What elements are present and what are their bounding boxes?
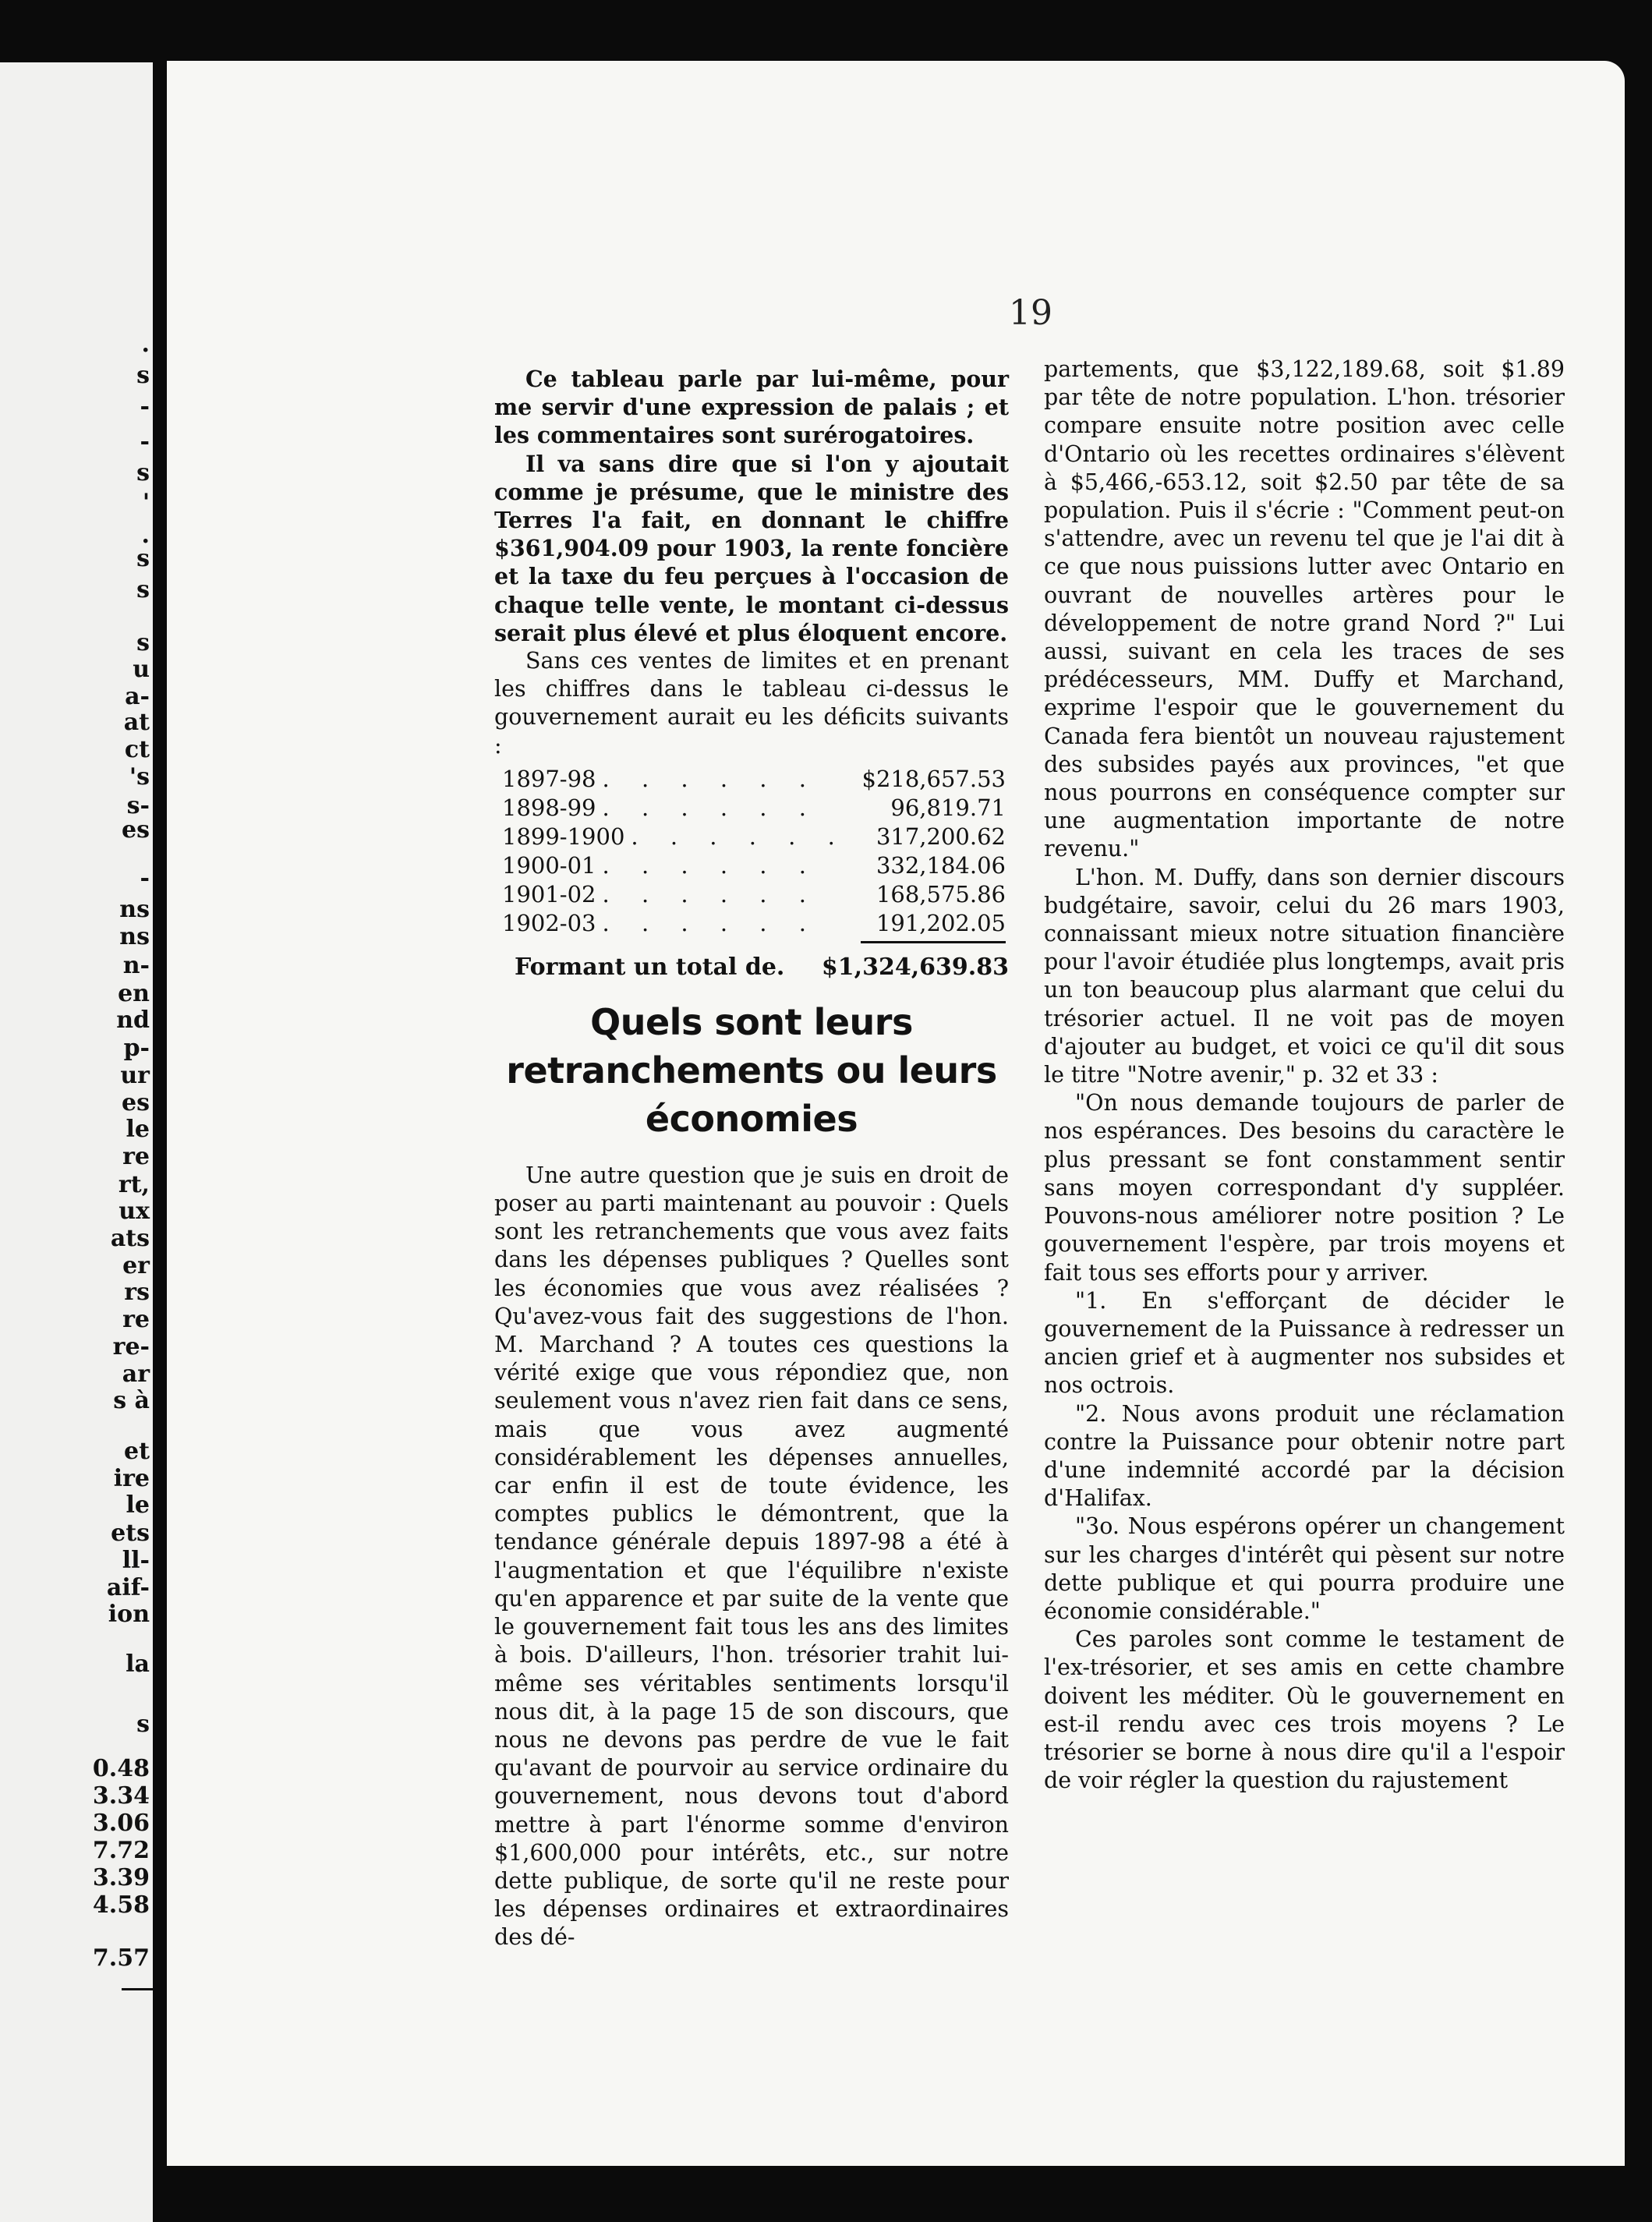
- paragraph-sans-ces-ventes: Sans ces ventes de limites et en prenant les chiffres dans le tableau ci-dessus le gouvernement aurait eu les déficits suivants :: [494, 648, 1009, 759]
- deficit-row: [494, 851, 1009, 880]
- deficit-amount: $218,657.53: [861, 765, 1006, 792]
- deficit-row: [494, 765, 1009, 794]
- quote-point-3: "3o. Nous espérons opérer un changement sur les charges d'intérêt qui pèsent sur notre dette publique et qui pourra produire une économie considérable.": [1044, 1513, 1565, 1624]
- facing-page-text-fragment: ll-: [122, 1547, 150, 1574]
- paragraph-une-autre-question: Une autre question que je suis en droit de poser au parti maintenant au pouvoir : Quels sont les retranchements que vous avez faits dans les dépenses publiques ? Quelles sont les économies que vous avez réalisées ? Qu'avez-vous fait des suggestions de l'hon. M. Marchand ? A toutes ces questions la vérité exige que vous répondiez que, non seulement vous n'avez rien fait dans ce sens, mais que vous avez augmenté considérablement les dépenses annuelles, car enfin il est de toute évidence, les comptes publics le démontrent, que la tendance générale depuis 1897-98 a été à l'augmentation et que l'équilibre n'existe qu'en apparence et par suite de la vente que le gouvernement fait tous les ans des limites à bois. D'ailleurs, l'hon. trésorier trahit lui-même ses véritables sentiments lorsqu'il nous dit, à la page 15 de son discours, que nous ne devons pas perdre de vue le fait qu'avant de pourvoir au service ordinaire du gouvernement, nous devons tout d'abord mettre à part l'énorme somme d'environ $1,600,000 pour intérêts, etc., sur notre dette publique, de sorte qu'il ne reste pour les dépenses ordinaires et extraordinaires des dé-: [494, 1162, 1009, 1951]
- facing-page-text-fragment: re: [122, 1306, 150, 1333]
- facing-page-text-fragment: u: [133, 656, 150, 683]
- facing-page-text-fragment: .: [141, 522, 150, 549]
- facing-page-text-fragment: le: [126, 1116, 150, 1143]
- facing-page-text-fragment: ets: [111, 1520, 150, 1547]
- facing-page-text-fragment: re: [122, 1143, 150, 1170]
- facing-page-text-fragment: s: [136, 362, 150, 389]
- paragraph-ajoutait: Il va sans dire que si l'on y ajoutait comme je présume, que le ministre des Terres l'a fait, en donnant le chiffre $361,904.09 pour 1903, la rente foncière et la taxe du feu perçues à l'occasion de chaque telle vente, le montant ci-dessus serait plus élevé et plus éloquent encore.: [494, 450, 1009, 646]
- facing-page-text-fragment: en: [118, 980, 150, 1007]
- facing-page-text-fragment: ats: [110, 1225, 150, 1252]
- quote-point-1: "1. En s'efforçant de décider le gouvernement de la Puissance à redresser un ancien grief et à augmenter nos subsides et nos octrois.: [1044, 1287, 1565, 1399]
- right-column: [1044, 356, 1565, 1795]
- deficit-leader-dots: . . . . . .: [602, 794, 819, 821]
- facing-page-text-fragment: 's: [129, 763, 150, 791]
- facing-page-text-fragment: es: [122, 816, 150, 844]
- facing-page-text-fragment: le: [126, 1491, 150, 1519]
- facing-page-text-fragment: ion: [108, 1601, 150, 1628]
- facing-page-text-fragment: -: [140, 865, 150, 892]
- facing-page-text-fragment: s-: [126, 792, 150, 819]
- facing-page-text-fragment: nd: [116, 1007, 150, 1034]
- facing-page-text-fragment: ire: [113, 1465, 150, 1492]
- paragraph-tableau: Ce tableau parle par lui-même, pour me servir d'une expression de palais ; et les commentaires sont surérogatoires.: [494, 366, 1009, 449]
- facing-page-text-fragment: -: [140, 428, 150, 455]
- deficit-year: 1900-01: [502, 851, 596, 879]
- deficit-leader-dots: . . . . . .: [602, 765, 819, 792]
- facing-page-text-fragment: er: [122, 1252, 150, 1279]
- deficit-row: [494, 823, 1009, 851]
- deficit-amount: 332,184.06: [876, 851, 1006, 879]
- deficit-year: 1902-03: [502, 909, 596, 936]
- paragraph-ces-paroles: Ces paroles sont comme le testament de l'ex-trésorier, et ses amis en cette chambre doivent les méditer. Où le gouvernement en est-il rendu avec ces trois moyens ? Le trésorier se borne à nous dire qu'il a l'espoir de voir régler la question du rajustement: [1044, 1626, 1565, 1794]
- deficit-leader-dots: . . . . . .: [602, 880, 819, 908]
- deficit-year: 1898-99: [502, 794, 596, 821]
- facing-page-text-fragment: ar: [122, 1360, 150, 1388]
- book-gutter: [153, 62, 167, 2222]
- facing-page-text-fragment: a-: [125, 683, 150, 710]
- deficit-row: [494, 909, 1009, 938]
- facing-page-text-fragment: 3.34: [92, 1782, 150, 1810]
- facing-page-text-fragment: at: [123, 709, 150, 736]
- deficit-amount: 96,819.71: [890, 794, 1006, 821]
- facing-page-text-fragment: 7.72: [92, 1837, 150, 1864]
- facing-page-text-fragment: rs: [124, 1279, 150, 1306]
- total-label: Formant un total de.: [515, 953, 785, 981]
- facing-page-text-fragment: la: [126, 1651, 150, 1678]
- facing-page-text-fragment: ns: [119, 896, 150, 923]
- deficits-table: [494, 765, 1009, 982]
- total-amount: $1,324,639.83: [821, 953, 1009, 981]
- facing-page-total-rule: [122, 1988, 153, 1990]
- facing-page-text-fragment: s: [136, 459, 150, 487]
- page-number: 19: [1009, 293, 1052, 333]
- quote-on-nous-demande: "On nous demande toujours de parler de nos espérances. Des besoins du caractère le plus pressant se font constamment sentir sans moyen correspondant d'y suppléer. Pouvons-nous améliorer notre position ? Le gouvernement l'espère, par trois moyens et fait tous ses efforts pour y arriver.: [1044, 1090, 1565, 1286]
- deficit-year: 1901-02: [502, 880, 596, 908]
- section-heading: Quels sont leurs retranchements ou leurs économies: [506, 1000, 997, 1140]
- quote-point-2: "2. Nous avons produit une réclamation contre la Puissance pour obtenir notre part d'une indemnité accordé par la décision d'Halifax.: [1044, 1400, 1565, 1512]
- facing-page-text-fragment: es: [122, 1089, 150, 1116]
- facing-page-text-fragment: 3.06: [92, 1810, 150, 1837]
- deficit-row: [494, 880, 1009, 909]
- facing-page-text-fragment: re-: [112, 1333, 150, 1360]
- facing-page-text-fragment: p-: [123, 1035, 150, 1062]
- facing-page-text-fragment: s: [136, 1711, 150, 1738]
- facing-page-text-fragment: -: [140, 393, 150, 420]
- facing-page-text-fragment: n-: [122, 952, 150, 979]
- facing-page-text-fragment: ': [142, 489, 150, 516]
- facing-page-text-fragment: 3.39: [92, 1864, 150, 1891]
- facing-page-fragment: [0, 62, 153, 2222]
- deficit-amount: 317,200.62: [876, 823, 1006, 850]
- facing-page-text-fragment: 0.48: [92, 1755, 150, 1782]
- facing-page-text-fragment: ns: [119, 923, 150, 950]
- facing-page-text-fragment: aif-: [106, 1574, 150, 1601]
- deficit-year: 1897-98: [502, 765, 596, 792]
- deficit-amount: 168,575.86: [876, 880, 1006, 908]
- facing-page-text-fragment: s: [136, 576, 150, 603]
- facing-page-text-fragment: .: [141, 331, 150, 358]
- paragraph-partements: partements, que $3,122,189.68, soit $1.89 par tête de notre population. L'hon. trésorier compare ensuite notre position avec celle d'Ontario où les recettes ordinaires s'élèvent à $5,466,-653.12, soit $2.50 par tête de sa population. Puis il s'écrie : "Comment peut-on s'attendre, avec un revenu tel que je l'ai dit à ce que nous puissions lutter avec Ontario en ouvrant de nouvelles artères pour le développement de notre grand Nord ?" Lui aussi, suivant en cela les traces de ses prédécesseurs, MM. Duffy et Marchand, exprime l'espoir que le gouvernement du Canada fera bientôt un nouveau rajustement des subsides payés aux provinces, "et que nous pourrons en conséquence compter sur une augmentation importante de notre revenu.": [1044, 356, 1565, 862]
- facing-page-text-fragment: 7.57: [92, 1944, 150, 1972]
- facing-page-text-fragment: s: [136, 629, 150, 656]
- total-line: [494, 953, 1009, 982]
- total-rule: [861, 941, 1006, 943]
- facing-page-text-fragment: ur: [120, 1062, 150, 1089]
- facing-page-text-fragment: ct: [124, 736, 150, 763]
- deficit-year: 1899-1900: [502, 823, 625, 850]
- facing-page-text-fragment: ux: [119, 1198, 150, 1225]
- facing-page-text-fragment: 4.58: [92, 1891, 150, 1919]
- facing-page-text-fragment: et: [124, 1438, 150, 1465]
- left-column: [494, 365, 1009, 1952]
- facing-page-text-fragment: s à: [113, 1387, 150, 1414]
- paragraph-hon-duffy: L'hon. M. Duffy, dans son dernier discours budgétaire, savoir, celui du 26 mars 1903, connaissant mieux notre situation financière pour l'avoir étudiée plus longtemps, avait pris un ton beaucoup plus alarmant que celui du trésorier actuel. Il ne voit pas de moyen d'ajouter au budget, et voici ce qu'il dit sous le titre "Notre avenir," p. 32 et 33 :: [1044, 864, 1565, 1088]
- deficit-amount: 191,202.05: [876, 909, 1006, 936]
- deficit-row: [494, 794, 1009, 823]
- facing-page-text-fragment: s: [136, 545, 150, 572]
- deficit-leader-dots: . . . . . .: [602, 851, 819, 879]
- deficit-leader-dots: . . . . . .: [631, 823, 847, 850]
- document-page: [167, 61, 1625, 2166]
- deficit-leader-dots: . . . . . .: [602, 909, 819, 936]
- facing-page-text-fragment: rt,: [118, 1171, 150, 1198]
